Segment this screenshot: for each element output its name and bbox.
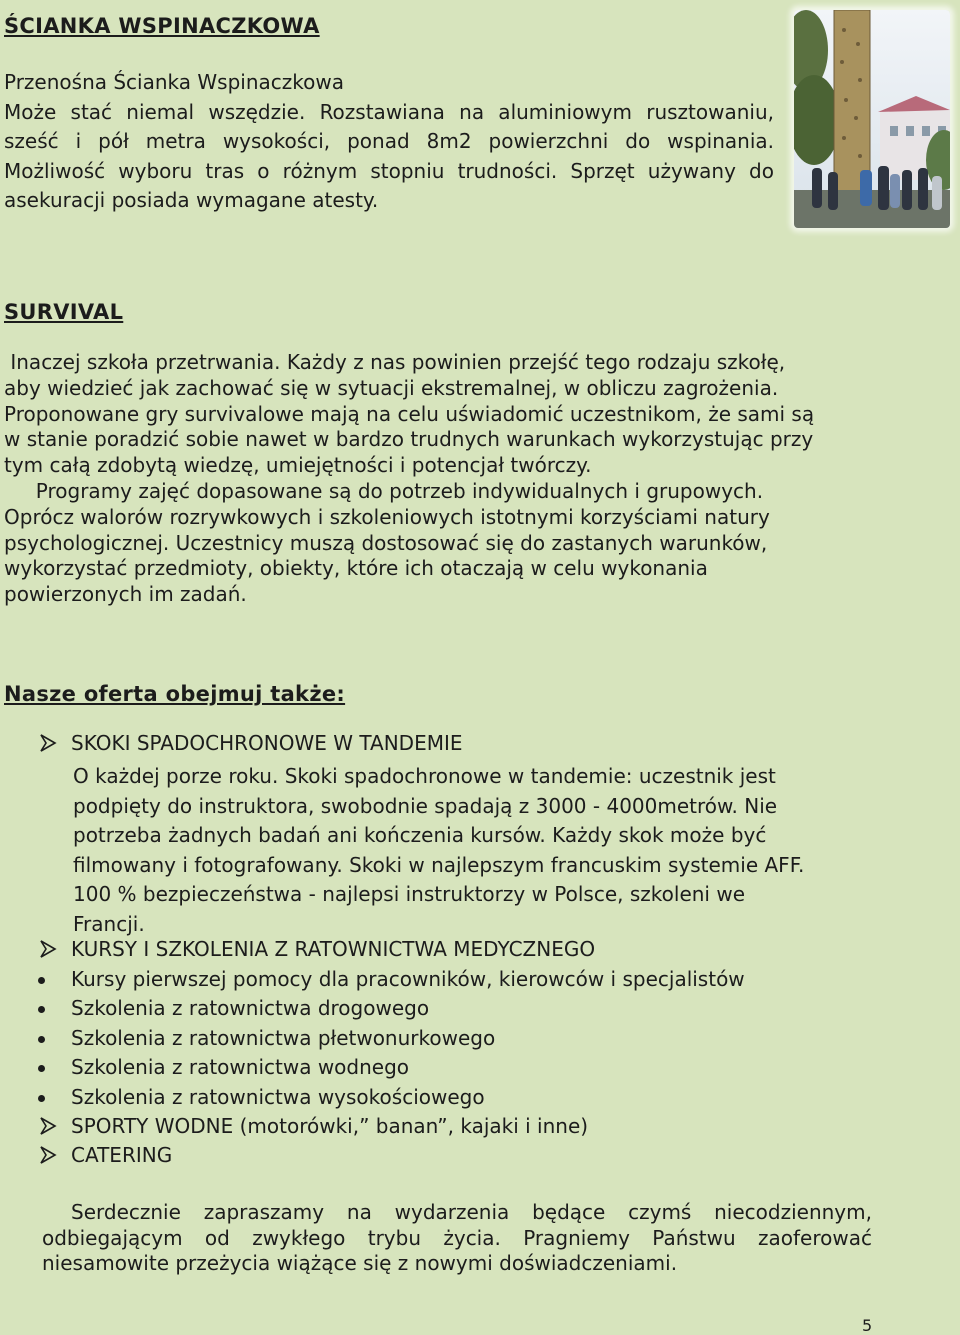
- survival-line: Inaczej szkoła przetrwania. Każdy z nas powinien przejść tego rodzaju szkołę,: [4, 350, 786, 374]
- offer-heading: Nasze oferta obejmuj także:: [4, 682, 346, 706]
- page-number: 5: [862, 1316, 873, 1335]
- climbing-wall-paragraph: [4, 68, 774, 216]
- description-line: 100 % bezpieczeństwa - najlepsi instruktorzy w Polsce, szkoleni we: [73, 882, 746, 906]
- survival-line: Proponowane gry survivalowe mają na celu uświadomić uczestnikom, że sami są: [4, 401, 815, 426]
- skydiving-description: [73, 762, 863, 939]
- list-item-label: Szkolenia z ratownictwa wodnego: [71, 1055, 410, 1079]
- survival-heading: SURVIVAL: [4, 300, 124, 324]
- list-item-label: SPORTY WODNE (motorówki,” banan”, kajaki i inne): [71, 1114, 589, 1138]
- description-line: potrzeba żadnych badań ani kończenia kursów. Każdy skok może być: [73, 823, 767, 847]
- climbing-line: Może stać niemal wszędzie. Rozstawiana na aluminiowym rusztowaniu,: [4, 99, 774, 124]
- round-bullet-icon: [38, 1065, 45, 1072]
- survival-line: Programy zajęć dopasowane są do potrzeb indywidualnych i grupowych.: [4, 478, 764, 503]
- survival-paragraph: [4, 350, 874, 608]
- survival-line: tym całą zdobytą wiedzę, umiejętności i potencjał twórczy.: [4, 453, 592, 478]
- closing-line: odbiegającym od zwykłego trybu życia. Pragniemy Państwu zaoferować: [42, 1225, 872, 1250]
- climbing-line: Możliwość wyboru tras o różnym stopniu trudności. Sprzęt używany do: [4, 158, 774, 183]
- list-item-label: KURSY I SZKOLENIA Z RATOWNICTWA MEDYCZNEGO: [71, 937, 596, 961]
- round-bullet-icon: [38, 1006, 45, 1013]
- description-line: podpięty do instruktora, swobodnie spadają z 3000 - 4000metrów. Nie: [73, 793, 778, 818]
- list-item-label: Szkolenia z ratownictwa płetwonurkowego: [71, 1026, 496, 1050]
- climbing-wall-heading: ŚCIANKA WSPINACZKOWA: [4, 14, 320, 38]
- description-line: O każdej porze roku. Skoki spadochronowe w tandemie: uczestnik jest: [73, 764, 776, 788]
- list-item-label: Kursy pierwszej pomocy dla pracowników, kierowców i specjalistów: [71, 967, 745, 991]
- survival-line: wykorzystać przedmioty, obiekty, które ich otaczają w celu wykonania: [4, 556, 708, 581]
- survival-line: aby wiedzieć jak zachować się w sytuacji ekstremalnej, w obliczu zagrożenia.: [4, 375, 779, 400]
- round-bullet-icon: [38, 1095, 45, 1102]
- arrow-bullet-icon: [38, 1145, 58, 1165]
- climbing-line: asekuracji posiada wymagane atesty.: [4, 188, 379, 212]
- survival-line: Oprócz walorów rozrywkowych i szkoleniowych istotnymi korzyściami natury: [4, 504, 770, 529]
- round-bullet-icon: [38, 977, 45, 984]
- survival-line: powierzonych im zadań.: [4, 582, 247, 607]
- climbing-line: sześć i pół metra wysokości, ponad 8m2 powierzchni do wspinania.: [4, 129, 774, 153]
- list-item-label: CATERING: [71, 1143, 173, 1167]
- arrow-bullet-icon: [38, 1116, 58, 1136]
- arrow-bullet-icon: [38, 733, 58, 753]
- climbing-line: Przenośna Ścianka Wspinaczkowa: [4, 70, 344, 94]
- closing-paragraph: [42, 1200, 872, 1277]
- list-item-label: Szkolenia z ratownictwa drogowego: [71, 996, 430, 1020]
- description-line: filmowany i fotografowany. Skoki w najlepszym francuskim systemie AFF.: [73, 852, 805, 877]
- closing-line: Serdecznie zapraszamy na wydarzenia będące czymś niecodziennym,: [71, 1200, 872, 1224]
- round-bullet-icon: [38, 1036, 45, 1043]
- list-item-label: SKOKI SPADOCHRONOWE W TANDEMIE: [71, 731, 463, 755]
- description-line: Francji.: [73, 911, 145, 936]
- list-item-label: Szkolenia z ratownictwa wysokościowego: [71, 1085, 485, 1109]
- arrow-bullet-icon: [38, 939, 58, 959]
- closing-line: niesamowite przeżycia wiążące się z nowymi doświadczeniami.: [42, 1251, 678, 1275]
- survival-line: w stanie poradzić sobie nawet w bardzo trudnych warunkach wykorzystując przy: [4, 427, 814, 452]
- survival-line: psychologicznej. Uczestnicy muszą dostosować się do zastanych warunków,: [4, 530, 768, 555]
- climbing-wall-photo: [794, 10, 950, 228]
